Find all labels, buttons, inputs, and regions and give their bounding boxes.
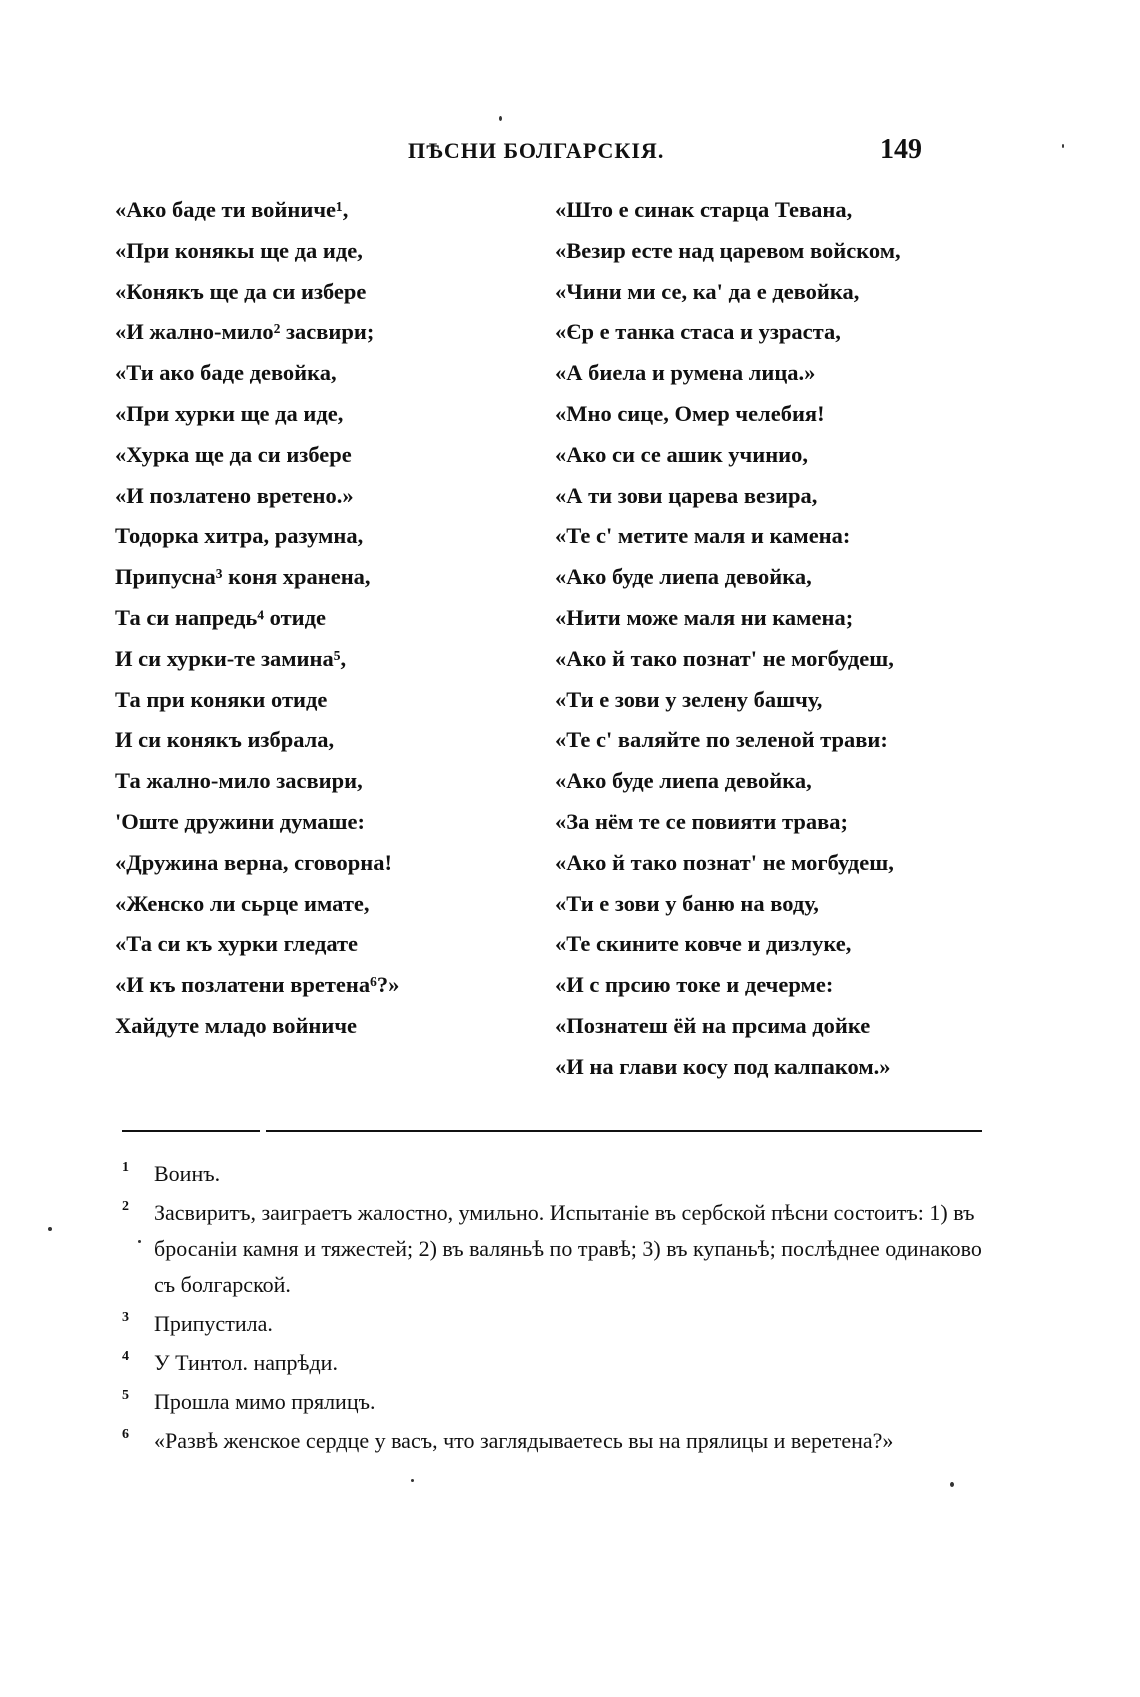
- poem-line: «И позлатено вретено.»: [115, 482, 354, 508]
- poem-line: «И къ позлатени вретена⁶?»: [115, 972, 400, 998]
- scan-speck: [48, 1227, 52, 1231]
- footnote: [122, 1156, 1002, 1192]
- poem-line: «Конякъ ще да си избере: [115, 278, 367, 304]
- poem-line: «Ако баде ти войниче¹,: [115, 197, 349, 222]
- poem-line: «Те с' метите маля и камена:: [555, 523, 851, 549]
- poem-line: Та при коняки отиде: [115, 686, 328, 712]
- poem-line: «Ти ако баде девойка,: [115, 360, 337, 386]
- poem-line: «Дружина верна, сговорна!: [115, 849, 392, 875]
- footnote-text: «Развѣ женское сердце у васъ, что заглядываетесь вы на прялицы и веретена?»: [154, 1428, 894, 1453]
- footnote-rule-short: [122, 1130, 260, 1132]
- poem-line: «Познатеш ёй на прсима дойке: [555, 1012, 871, 1038]
- poem-line: «При конякы ще да иде,: [115, 237, 363, 263]
- poem-line: И си хурки-те замина⁵,: [115, 645, 347, 671]
- poem-line: «Ако й тако познат' не могбудеш,: [555, 849, 894, 875]
- page-header: [0, 134, 1140, 178]
- poem-line: «И жално-мило² засвири;: [115, 319, 375, 345]
- poem-line: «Ако буде лиепа девойка,: [555, 564, 812, 590]
- poem-line: «Мно сице, Омер челебия!: [555, 400, 825, 426]
- poem-line: «Нити може маля ни камена;: [555, 604, 854, 630]
- footnote-number: 2: [122, 1199, 129, 1214]
- poem-line: «Женско ли сьрце имате,: [115, 890, 370, 916]
- page-number: 149: [880, 134, 922, 165]
- poem-line: «Ако й тако познат' не могбудеш,: [555, 645, 894, 671]
- footnote-number: 4: [122, 1349, 129, 1364]
- scan-speck: [950, 1482, 954, 1487]
- poem-line: «Ако си се ашик учинио,: [555, 441, 808, 467]
- footnote: [122, 1423, 1002, 1459]
- footnote-number: 1: [122, 1160, 129, 1175]
- footnote-text: Засвиритъ, заиграетъ жалостно, умильно. Испытаніе въ сербской пѣсни состоитъ: 1) въ бросаніи камня и тяжестей; 2) въ валяньѣ по травѣ; 3) въ купаньѣ; послѣднее одинаково съ болгарской.: [154, 1200, 982, 1297]
- footnote-number: 6: [122, 1427, 129, 1442]
- footnote: [122, 1384, 1002, 1420]
- poem-line: «Та си къ хурки гледате: [115, 931, 359, 957]
- poem-line: Та си напредь⁴ отиде: [115, 604, 326, 630]
- poem-line: «Хурка ще да си избере: [115, 441, 352, 467]
- poem-line: «Єр е танка стаса и узраста,: [555, 319, 841, 345]
- poem-line: «А биела и румена лица.»: [555, 360, 816, 386]
- footnote-text: Воинъ.: [154, 1161, 221, 1186]
- poem-right-column: [555, 190, 995, 1088]
- poem-line: Хайдуте младо войниче: [115, 1012, 358, 1038]
- poem-line: «За нём те се повияти трава;: [555, 808, 849, 834]
- poem-line: «Те скините ковче и дизлуке,: [555, 931, 852, 957]
- footnote-number: 5: [122, 1388, 129, 1403]
- footnote-text: Прошла мимо прялицъ.: [154, 1389, 376, 1414]
- scan-speck: [499, 116, 502, 121]
- footnote: [122, 1345, 1002, 1381]
- poem-line: «Ти е зови у зелену башчу,: [555, 686, 823, 712]
- poem-line: «Те с' валяйте по зеленой трави:: [555, 727, 888, 753]
- poem-line: Тодорка хитра, разумна,: [115, 523, 364, 549]
- footnote-text: Припустила.: [154, 1311, 273, 1336]
- poem-line: «А ти зови царева везира,: [555, 482, 818, 508]
- footnote: [122, 1195, 1002, 1303]
- scan-speck: [411, 1479, 414, 1482]
- running-title: ПѢСНИ БОЛГАРСКІЯ.: [408, 138, 665, 163]
- footnote: [122, 1306, 1002, 1342]
- scan-speck: [1062, 144, 1064, 148]
- poem-line: «И с прсию токе и дечерме:: [555, 972, 834, 998]
- footnote-rule-long: [266, 1130, 982, 1132]
- footnotes: [122, 1156, 1002, 1462]
- poem-left-column: [115, 190, 535, 1047]
- poem-line: И си конякъ избрала,: [115, 727, 335, 753]
- poem-line: «При хурки ще да иде,: [115, 400, 344, 426]
- poem-line: Та жално-мило засвири,: [115, 768, 363, 794]
- poem-line: «Ти е зови у баню на воду,: [555, 890, 819, 916]
- poem-line: «И на глави косу под калпаком.»: [555, 1053, 891, 1079]
- poem-line: «Ако буде лиепа девойка,: [555, 768, 812, 794]
- footnote-number: 3: [122, 1310, 129, 1325]
- footnote-text: У Тинтол. напрѣди.: [154, 1350, 338, 1375]
- poem-line: 'Оште дружини думаше:: [115, 808, 366, 834]
- poem-line: «Чини ми се, ка' да е девойка,: [555, 278, 860, 304]
- scan-speck: [138, 1240, 141, 1243]
- poem-line: Припусна³ коня хранена,: [115, 564, 371, 590]
- poem-line: «Везир есте над царевом войском,: [555, 237, 901, 263]
- poem-line: «Што е синак старца Тевана,: [555, 197, 853, 222]
